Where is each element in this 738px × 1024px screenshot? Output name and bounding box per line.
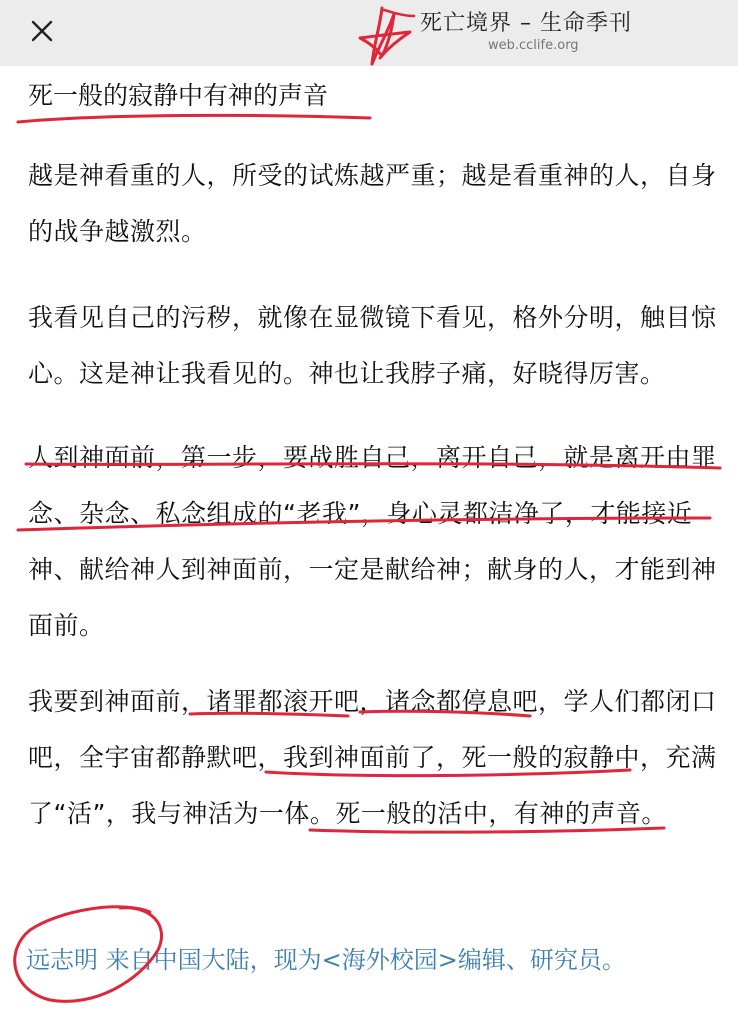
site-title: 死亡境界 – 生命季刊 — [420, 11, 632, 36]
paragraph-3: 人到神面前，第一步，要战胜自己，离开自己，就是离开由罪念、杂念、私念组成的“老我”，身心灵都洁净了，才能接近神、献给神人到神面前，一定是献给神；献身的人，才能到神面前。 — [28, 443, 717, 640]
site-url: web.cclife.org — [488, 38, 579, 53]
close-button[interactable] — [22, 14, 62, 50]
close-icon[interactable] — [22, 14, 62, 50]
paragraph-4: 我要到神面前，诸罪都滚开吧，诸念都停息吧，学人们都闭口吧，全宇宙都静默吧，我到神面前了，死一般的寂静中，充满了“活”，我与神活为一体。死一般的活中，有神的声音。 — [28, 687, 717, 828]
title-underline — [18, 115, 370, 122]
top-bar — [0, 0, 738, 66]
paragraph-2: 我看见自己的污秽，就像在显微镜下看见，格外分明，触目惊心。这是神让我看见的。神也让我脖子痛，好晓得厉害。 — [28, 303, 717, 388]
article-title: 死一般的寂静中有神的声音 — [28, 81, 329, 110]
handwritten-star-mark — [352, 4, 422, 70]
paragraph-1: 越是神看重的人，所受的试炼越严重；越是看重神的人，自身的战争越激烈。 — [28, 161, 717, 246]
author-link[interactable]: 远志明 来自中国大陆，现为<海外校园>编辑、研究员。 — [26, 946, 626, 974]
